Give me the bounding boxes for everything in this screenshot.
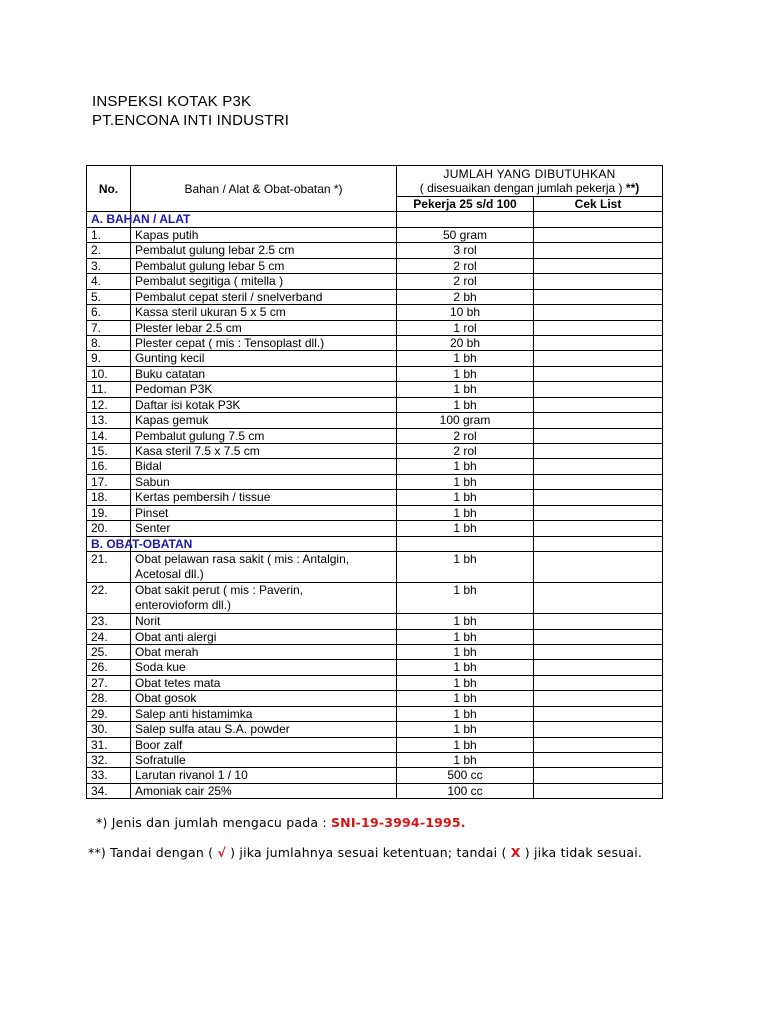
table-row bbox=[87, 675, 663, 690]
checklist-cell[interactable] bbox=[534, 629, 663, 644]
item-name: Obat anti alergi bbox=[131, 629, 397, 644]
required-quantity: 10 bh bbox=[397, 305, 534, 320]
row-number: 17. bbox=[87, 474, 131, 489]
item-name: Kapas gemuk bbox=[131, 413, 397, 428]
item-name: Sofratulle bbox=[131, 753, 397, 768]
checklist-cell[interactable] bbox=[534, 768, 663, 783]
table-row bbox=[87, 783, 663, 798]
empty-cell bbox=[397, 212, 534, 227]
table-row bbox=[87, 614, 663, 629]
checklist-cell[interactable] bbox=[534, 459, 663, 474]
required-quantity: 2 rol bbox=[397, 258, 534, 273]
item-name: Senter bbox=[131, 521, 397, 536]
row-number: 30. bbox=[87, 722, 131, 737]
checklist-cell[interactable] bbox=[534, 227, 663, 242]
row-number: 24. bbox=[87, 629, 131, 644]
item-name-line: Acetosal dll.) bbox=[135, 567, 204, 582]
required-quantity: 1 bh bbox=[397, 351, 534, 366]
required-quantity: 1 bh bbox=[397, 583, 534, 614]
row-number: 15. bbox=[87, 444, 131, 459]
required-quantity: 500 cc bbox=[397, 768, 534, 783]
checklist-cell[interactable] bbox=[534, 691, 663, 706]
item-name bbox=[131, 583, 397, 614]
row-number: 28. bbox=[87, 691, 131, 706]
row-number: 5. bbox=[87, 289, 131, 304]
item-name: Plester lebar 2.5 cm bbox=[131, 320, 397, 335]
item-name: Buku catatan bbox=[131, 366, 397, 381]
row-number: 22. bbox=[87, 583, 131, 614]
item-name: Kassa steril ukuran 5 x 5 cm bbox=[131, 305, 397, 320]
table-row bbox=[87, 722, 663, 737]
item-name: Kasa steril 7.5 x 7.5 cm bbox=[131, 444, 397, 459]
required-quantity: 1 bh bbox=[397, 397, 534, 412]
checklist-cell[interactable] bbox=[534, 644, 663, 659]
item-name: Bidal bbox=[131, 459, 397, 474]
row-number: 2. bbox=[87, 243, 131, 258]
item-name: Obat merah bbox=[131, 644, 397, 659]
section-row bbox=[87, 212, 663, 227]
table-row bbox=[87, 474, 663, 489]
row-number: 13. bbox=[87, 413, 131, 428]
item-name: Larutan rivanol 1 / 10 bbox=[131, 768, 397, 783]
checklist-cell[interactable] bbox=[534, 474, 663, 489]
item-name: Pembalut gulung lebar 5 cm bbox=[131, 258, 397, 273]
item-name: Pembalut gulung 7.5 cm bbox=[131, 428, 397, 443]
item-name: Salep sulfa atau S.A. powder bbox=[131, 722, 397, 737]
required-quantity: 2 rol bbox=[397, 444, 534, 459]
required-quantity: 1 rol bbox=[397, 320, 534, 335]
header-item: Bahan / Alat & Obat-obatan *) bbox=[131, 166, 397, 212]
cross-mark-icon: X bbox=[510, 845, 521, 860]
row-number: 1. bbox=[87, 227, 131, 242]
checklist-cell[interactable] bbox=[534, 366, 663, 381]
required-quantity: 1 bh bbox=[397, 505, 534, 520]
checklist-cell[interactable] bbox=[534, 351, 663, 366]
table-row bbox=[87, 583, 663, 614]
check-mark-icon: √ bbox=[217, 845, 226, 860]
required-quantity: 100 gram bbox=[397, 413, 534, 428]
standard-reference: SNI-19-3994-1995. bbox=[330, 815, 466, 830]
checklist-cell[interactable] bbox=[534, 583, 663, 614]
checklist-cell[interactable] bbox=[534, 521, 663, 536]
item-name: Obat gosok bbox=[131, 691, 397, 706]
table-row bbox=[87, 691, 663, 706]
checklist-cell[interactable] bbox=[534, 289, 663, 304]
required-quantity: 1 bh bbox=[397, 629, 534, 644]
item-name: Obat tetes mata bbox=[131, 675, 397, 690]
table-row bbox=[87, 753, 663, 768]
required-quantity: 1 bh bbox=[397, 552, 534, 583]
required-quantity: 1 bh bbox=[397, 490, 534, 505]
checklist-cell[interactable] bbox=[534, 675, 663, 690]
item-name-line: Obat pelawan rasa sakit ( mis : Antalgin, bbox=[135, 552, 350, 567]
item-name: Boor zalf bbox=[131, 737, 397, 752]
required-quantity: 1 bh bbox=[397, 459, 534, 474]
item-name-line: enterovioform dll.) bbox=[135, 598, 232, 613]
row-number: 7. bbox=[87, 320, 131, 335]
row-number: 21. bbox=[87, 552, 131, 583]
row-number: 33. bbox=[87, 768, 131, 783]
item-name: Kertas pembersih / tissue bbox=[131, 490, 397, 505]
table-row bbox=[87, 444, 663, 459]
row-number: 9. bbox=[87, 351, 131, 366]
table-row bbox=[87, 644, 663, 659]
row-number: 26. bbox=[87, 660, 131, 675]
section-title: A. BAHAN / ALAT bbox=[87, 212, 131, 227]
item-name bbox=[131, 552, 397, 583]
table-row bbox=[87, 320, 663, 335]
row-number: 4. bbox=[87, 274, 131, 289]
required-quantity: 1 bh bbox=[397, 660, 534, 675]
table-row bbox=[87, 706, 663, 721]
row-number: 14. bbox=[87, 428, 131, 443]
table-row bbox=[87, 737, 663, 752]
item-name: Salep anti histamimka bbox=[131, 706, 397, 721]
table-row bbox=[87, 274, 663, 289]
row-number: 29. bbox=[87, 706, 131, 721]
table-row bbox=[87, 660, 663, 675]
checklist-cell[interactable] bbox=[534, 614, 663, 629]
row-number: 12. bbox=[87, 397, 131, 412]
table-row bbox=[87, 505, 663, 520]
table-row bbox=[87, 397, 663, 412]
required-quantity: 1 bh bbox=[397, 474, 534, 489]
required-quantity: 1 bh bbox=[397, 753, 534, 768]
item-name: Plester cepat ( mis : Tensoplast dll.) bbox=[131, 335, 397, 350]
required-quantity: 1 bh bbox=[397, 737, 534, 752]
item-name: Gunting kecil bbox=[131, 351, 397, 366]
table-row bbox=[87, 629, 663, 644]
checklist-cell[interactable] bbox=[534, 753, 663, 768]
table-row bbox=[87, 335, 663, 350]
header-checklist: Cek List bbox=[534, 197, 663, 212]
table-row bbox=[87, 768, 663, 783]
table-row bbox=[87, 243, 663, 258]
item-name: Sabun bbox=[131, 474, 397, 489]
item-name: Pembalut segitiga ( mitella ) bbox=[131, 274, 397, 289]
row-number: 34. bbox=[87, 783, 131, 798]
row-number: 31. bbox=[87, 737, 131, 752]
checklist-cell[interactable] bbox=[534, 335, 663, 350]
checklist-cell[interactable] bbox=[534, 413, 663, 428]
checklist-cell[interactable] bbox=[534, 722, 663, 737]
item-name: Pembalut cepat steril / snelverband bbox=[131, 289, 397, 304]
checklist-cell[interactable] bbox=[534, 320, 663, 335]
required-quantity: 1 bh bbox=[397, 722, 534, 737]
row-number: 27. bbox=[87, 675, 131, 690]
table-row bbox=[87, 366, 663, 381]
item-name-line: Obat sakit perut ( mis : Paverin, bbox=[135, 583, 304, 598]
required-quantity: 20 bh bbox=[397, 335, 534, 350]
table-row bbox=[87, 258, 663, 273]
empty-cell bbox=[534, 212, 663, 227]
checklist-cell[interactable] bbox=[534, 243, 663, 258]
row-number: 32. bbox=[87, 753, 131, 768]
document-title: INSPEKSI KOTAK P3K bbox=[92, 93, 252, 110]
table-row bbox=[87, 413, 663, 428]
table-row bbox=[87, 459, 663, 474]
table-row bbox=[87, 428, 663, 443]
required-quantity: 50 gram bbox=[397, 227, 534, 242]
checklist-cell[interactable] bbox=[534, 305, 663, 320]
required-quantity: 1 bh bbox=[397, 675, 534, 690]
required-quantity: 1 bh bbox=[397, 706, 534, 721]
row-number: 20. bbox=[87, 521, 131, 536]
row-number: 16. bbox=[87, 459, 131, 474]
required-quantity: 100 cc bbox=[397, 783, 534, 798]
row-number: 25. bbox=[87, 644, 131, 659]
company-name: PT.ENCONA INTI INDUSTRI bbox=[92, 112, 290, 129]
section-row bbox=[87, 536, 663, 551]
item-name: Soda kue bbox=[131, 660, 397, 675]
checklist-cell[interactable] bbox=[534, 444, 663, 459]
checklist-cell[interactable] bbox=[534, 552, 663, 583]
required-quantity: 1 bh bbox=[397, 614, 534, 629]
checklist-cell[interactable] bbox=[534, 428, 663, 443]
checklist-cell[interactable] bbox=[534, 706, 663, 721]
table-row bbox=[87, 289, 663, 304]
empty-cell bbox=[397, 536, 534, 551]
table-row bbox=[87, 382, 663, 397]
row-number: 19. bbox=[87, 505, 131, 520]
row-number: 3. bbox=[87, 258, 131, 273]
inspection-table bbox=[86, 165, 663, 799]
checklist-cell[interactable] bbox=[534, 737, 663, 752]
checklist-cell[interactable] bbox=[534, 382, 663, 397]
row-number: 6. bbox=[87, 305, 131, 320]
required-quantity: 1 bh bbox=[397, 382, 534, 397]
row-number: 10. bbox=[87, 366, 131, 381]
row-number: 18. bbox=[87, 490, 131, 505]
item-name: Kapas putih bbox=[131, 227, 397, 242]
item-name: Pembalut gulung lebar 2.5 cm bbox=[131, 243, 397, 258]
table-row bbox=[87, 351, 663, 366]
table-row bbox=[87, 227, 663, 242]
required-quantity: 2 bh bbox=[397, 289, 534, 304]
header-no: No. bbox=[87, 166, 131, 212]
checklist-cell[interactable] bbox=[534, 660, 663, 675]
header-quantity-title: JUMLAH YANG DIBUTUHKAN bbox=[443, 167, 616, 181]
footnote-marking: **) Tandai dengan ( √ ) jika jumlahnya sesuai ketentuan; tandai ( X ) jika tidak sesuai. bbox=[88, 845, 643, 860]
checklist-cell[interactable] bbox=[534, 258, 663, 273]
empty-cell bbox=[534, 536, 663, 551]
item-name: Pinset bbox=[131, 505, 397, 520]
required-quantity: 2 rol bbox=[397, 428, 534, 443]
table-row bbox=[87, 552, 663, 583]
row-number: 11. bbox=[87, 382, 131, 397]
required-quantity: 1 bh bbox=[397, 366, 534, 381]
footnote-reference: *) Jenis dan jumlah mengacu pada : SNI-19-3994-1995. bbox=[96, 815, 466, 830]
header-quantity-note: ( disesuaikan dengan jumlah pekerja ) **) bbox=[419, 181, 640, 195]
table-row bbox=[87, 490, 663, 505]
table-row bbox=[87, 521, 663, 536]
item-name: Norit bbox=[131, 614, 397, 629]
checklist-cell[interactable] bbox=[534, 274, 663, 289]
item-name: Amoniak cair 25% bbox=[131, 783, 397, 798]
required-quantity: 1 bh bbox=[397, 644, 534, 659]
required-quantity: 2 rol bbox=[397, 274, 534, 289]
required-quantity: 1 bh bbox=[397, 521, 534, 536]
row-number: 23. bbox=[87, 614, 131, 629]
checklist-cell[interactable] bbox=[534, 397, 663, 412]
header-qty-workers: Pekerja 25 s/d 100 bbox=[397, 197, 534, 212]
row-number: 8. bbox=[87, 335, 131, 350]
required-quantity: 1 bh bbox=[397, 691, 534, 706]
checklist-cell[interactable] bbox=[534, 783, 663, 798]
section-title: B. OBAT-OBATAN bbox=[87, 536, 131, 551]
item-name: Pedoman P3K bbox=[131, 382, 397, 397]
checklist-cell[interactable] bbox=[534, 505, 663, 520]
checklist-cell[interactable] bbox=[534, 490, 663, 505]
required-quantity: 3 rol bbox=[397, 243, 534, 258]
table-row bbox=[87, 305, 663, 320]
header-quantity-group bbox=[397, 166, 663, 197]
item-name: Daftar isi kotak P3K bbox=[131, 397, 397, 412]
